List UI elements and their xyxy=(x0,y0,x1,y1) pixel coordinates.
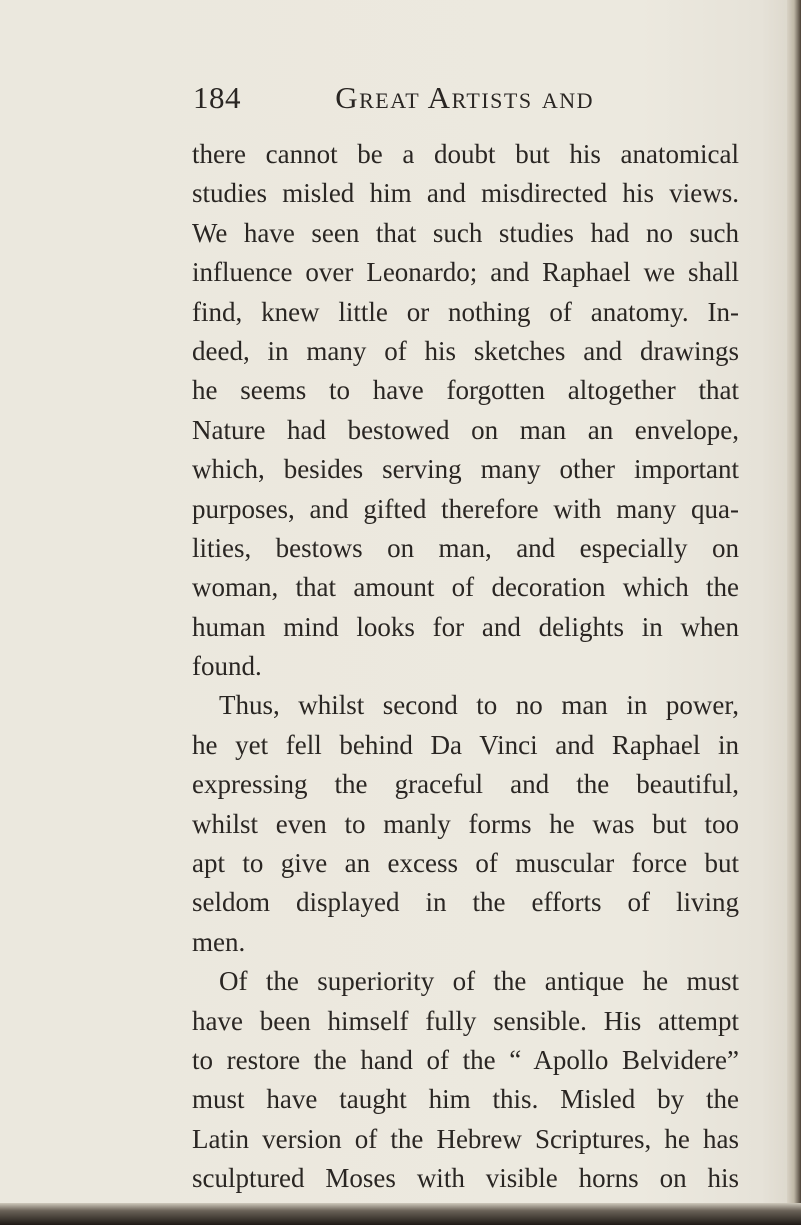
text-line: Nature had bestowed on man an envelope, xyxy=(192,414,739,445)
paragraph xyxy=(192,135,739,686)
text-line: sculptured Moses with visible horns on his xyxy=(192,1163,739,1194)
text-line: expressing the graceful and the beautiful, xyxy=(192,769,739,800)
page-edge-bottom xyxy=(0,1203,801,1225)
text-line: human mind looks for and delights in when xyxy=(192,611,739,642)
text-line: there cannot be a doubt but his anatomical xyxy=(192,139,739,169)
text-line: men. xyxy=(192,926,246,957)
text-line: We have seen that such studies had no such xyxy=(192,217,739,248)
text-line: studies misled him and misdirected his views. xyxy=(192,178,739,209)
page-edge-right xyxy=(787,0,801,1225)
text-line: found. xyxy=(192,651,262,682)
text-line: have been himself fully sensible. His attempt xyxy=(192,1005,739,1036)
text-line: Thus, whilst second to no man in power, xyxy=(219,690,739,721)
text-line: which, besides serving many other important xyxy=(192,454,739,485)
text-line: apt to give an excess of muscular force but xyxy=(192,848,739,879)
text-line: whilst even to manly forms he was but too xyxy=(192,808,739,839)
paragraph xyxy=(192,962,739,1198)
text-line: he seems to have forgotten altogether that xyxy=(192,375,739,406)
text-line: he yet fell behind Da Vinci and Raphael in xyxy=(192,729,739,760)
text-line: woman, that amount of decoration which the xyxy=(192,572,739,603)
text-line: deed, in many of his sketches and drawings xyxy=(192,335,739,366)
text-line: lities, bestows on man, and especially on xyxy=(192,532,739,563)
text-line: must have taught him this. Misled by the xyxy=(192,1084,739,1115)
text-line: find, knew little or nothing of anatomy. In- xyxy=(192,296,739,327)
running-header xyxy=(193,78,594,118)
paragraph xyxy=(192,686,739,962)
body-text xyxy=(192,135,739,1199)
running-title: Great Artists and xyxy=(335,80,595,115)
text-line: purposes, and gifted therefore with many qua- xyxy=(192,493,739,524)
text-line: to restore the hand of the “ Apollo Belvidere” xyxy=(192,1044,739,1075)
page-number: 184 xyxy=(193,80,241,115)
text-line: Latin version of the Hebrew Scriptures, he has xyxy=(192,1123,739,1154)
text-line: influence over Leonardo; and Raphael we shall xyxy=(192,257,739,288)
text-line: seldom displayed in the efforts of living xyxy=(192,887,739,918)
text-line: Of the superiority of the antique he must xyxy=(219,966,739,997)
